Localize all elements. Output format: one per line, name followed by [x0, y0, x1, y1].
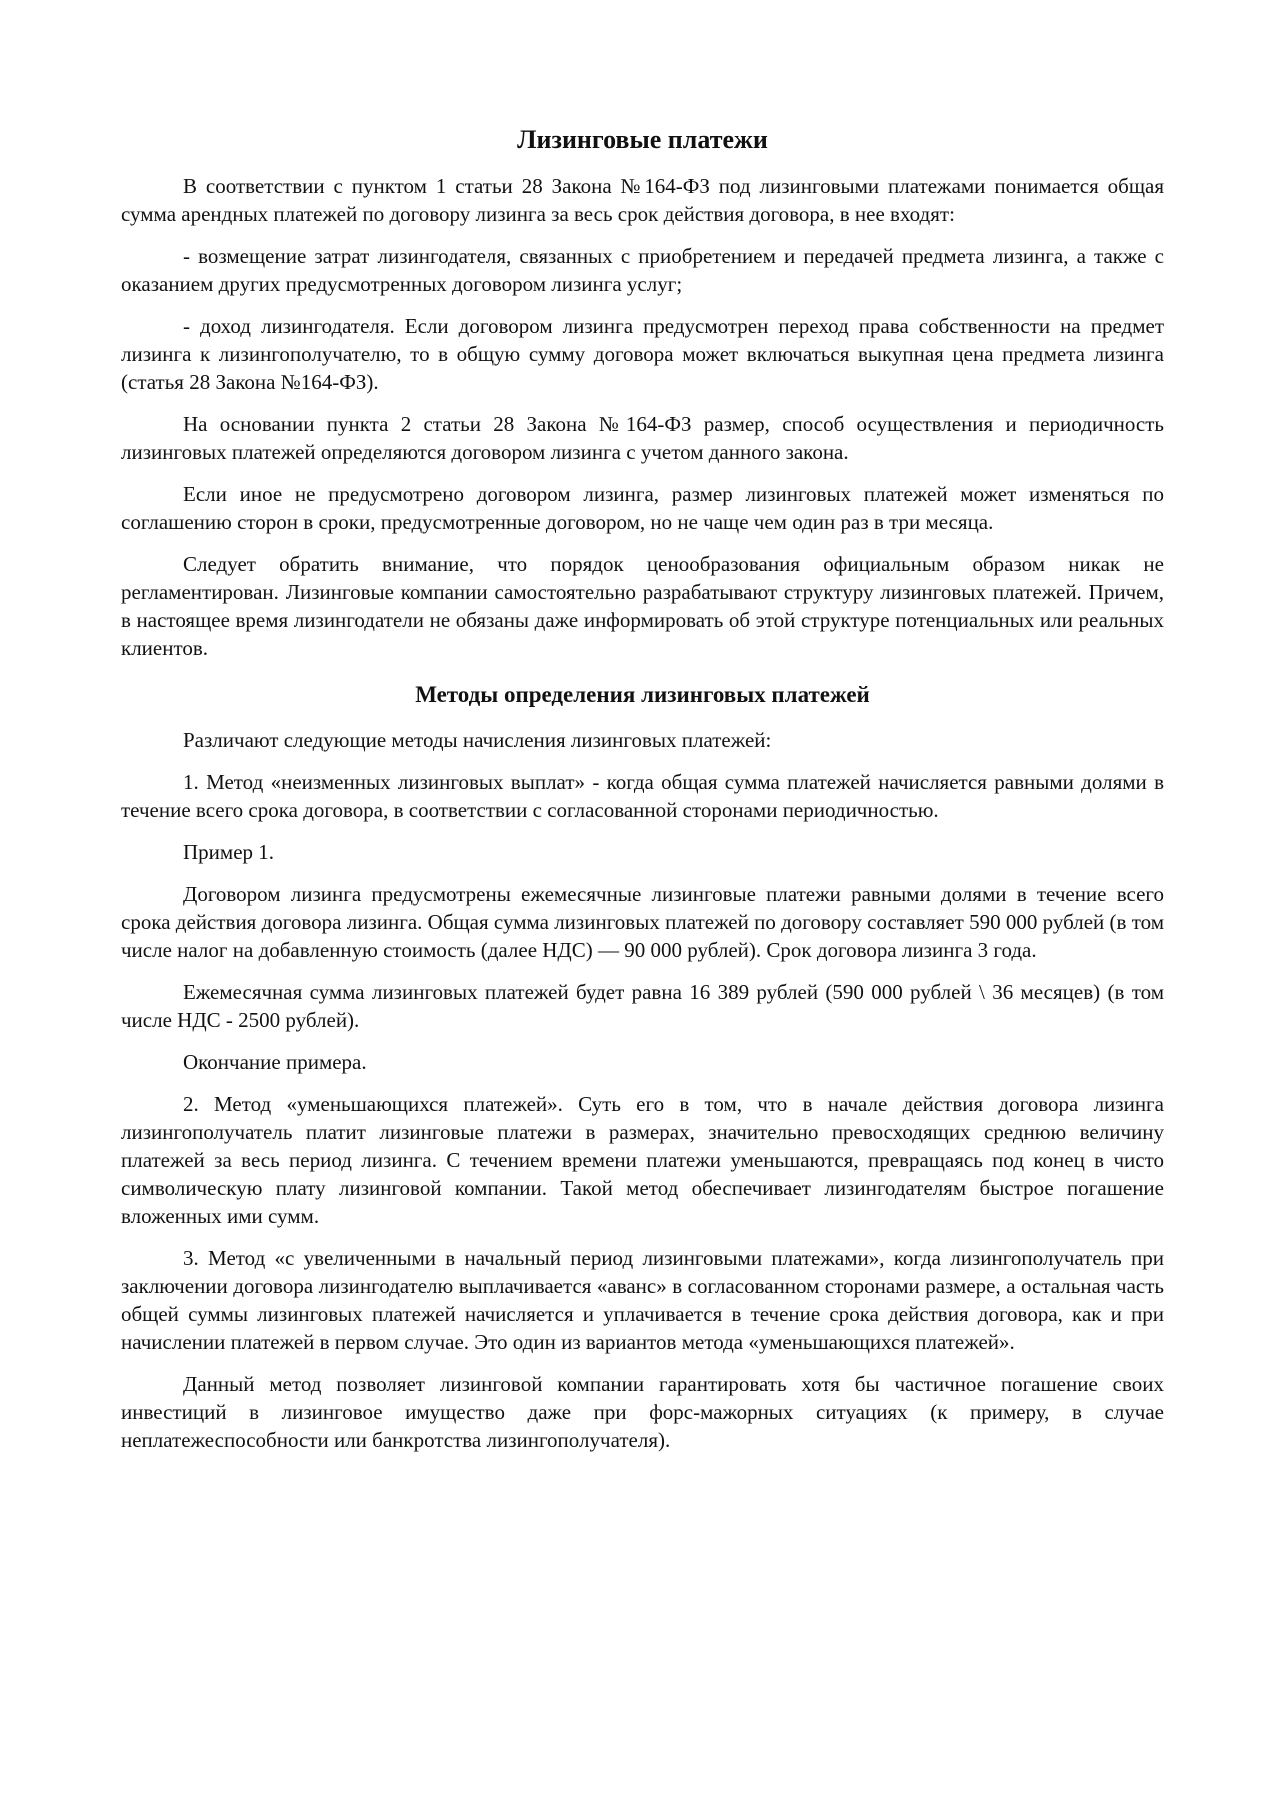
- paragraph: Следует обратить внимание, что порядок ценообразования официальным образом никак не регламентирован. Лизинговые компании самостоятельно разрабатывают структуру лизинговых платежей. Причем, в настоящее время лизингодатели не обязаны даже информировать об этой структуре потенциальных или реальных клиентов.: [121, 552, 1164, 660]
- paragraph: Пример 1.: [183, 840, 275, 864]
- document-page: [121, 124, 1164, 1468]
- paragraph: В соответствии с пунктом 1 статьи 28 Закона №164-ФЗ под лизинговыми платежами понимается общая сумма арендных платежей по договору лизинга за весь срок действия договора, в нее входят:: [121, 174, 1164, 226]
- paragraph: На основании пункта 2 статьи 28 Закона №164-ФЗ размер, способ осуществления и периодичность лизинговых платежей определяются договором лизинга с учетом данного закона.: [121, 412, 1164, 464]
- paragraph: Договором лизинга предусмотрены ежемесячные лизинговые платежи равными долями в течение всего срока действия договора лизинга. Общая сумма лизинговых платежей по договору составляет 590 000 рублей (в том числе налог на добавленную стоимость (далее НДС) — 90 000 рублей). Срок договора лизинга 3 года.: [121, 882, 1164, 962]
- paragraph: Данный метод позволяет лизинговой компании гарантировать хотя бы частичное погашение своих инвестиций в лизинговое имущество даже при форс-мажорных ситуациях (к примеру, в случае неплатежеспособности или банкротства лизингополучателя).: [121, 1372, 1164, 1452]
- section-heading: Методы определения лизинговых платежей: [415, 682, 870, 707]
- paragraph: 1. Метод «неизменных лизинговых выплат» - когда общая сумма платежей начисляется равными долями в течение всего срока договора, в соответствии с согласованной сторонами периодичностью.: [121, 770, 1164, 822]
- paragraph: Окончание примера.: [183, 1050, 367, 1074]
- paragraph: 2. Метод «уменьшающихся платежей». Суть его в том, что в начале действия договора лизинга лизингополучатель платит лизинговые платежи в размерах, значительно превосходящих среднюю величину платежей за весь период лизинга. С течением времени платежи уменьшаются, превращаясь под конец в чисто символическую плату лизинговой компании. Такой метод обеспечивает лизингодателям быстрое погашение вложенных ими сумм.: [121, 1092, 1164, 1228]
- paragraph: Различают следующие методы начисления лизинговых платежей:: [183, 728, 772, 752]
- paragraph: Ежемесячная сумма лизинговых платежей будет равна 16 389 рублей (590 000 рублей \ 36 месяцев) (в том числе НДС - 2500 рублей).: [121, 980, 1164, 1032]
- document-title: Лизинговые платежи: [517, 125, 768, 154]
- paragraph: 3. Метод «с увеличенными в начальный период лизинговыми платежами», когда лизингополучатель при заключении договора лизингодателю выплачивается «аванс» в согласованном сторонами размере, а остальная часть общей суммы лизинговых платежей начисляется и уплачивается в течение срока действия договора, как и при начислении платежей в первом случае. Это один из вариантов метода «уменьшающихся платежей».: [121, 1246, 1164, 1354]
- paragraph: - доход лизингодателя. Если договором лизинга предусмотрен переход права собственности на предмет лизинга к лизингополучателю, то в общую сумму договора может включаться выкупная цена предмета лизинга (статья 28 Закона №164-ФЗ).: [121, 314, 1164, 394]
- paragraph: Если иное не предусмотрено договором лизинга, размер лизинговых платежей может изменяться по соглашению сторон в сроки, предусмотренные договором, но не чаще чем один раз в три месяца.: [121, 482, 1164, 534]
- paragraph: - возмещение затрат лизингодателя, связанных с приобретением и передачей предмета лизинга, а также с оказанием других предусмотренных договором лизинга услуг;: [121, 244, 1164, 296]
